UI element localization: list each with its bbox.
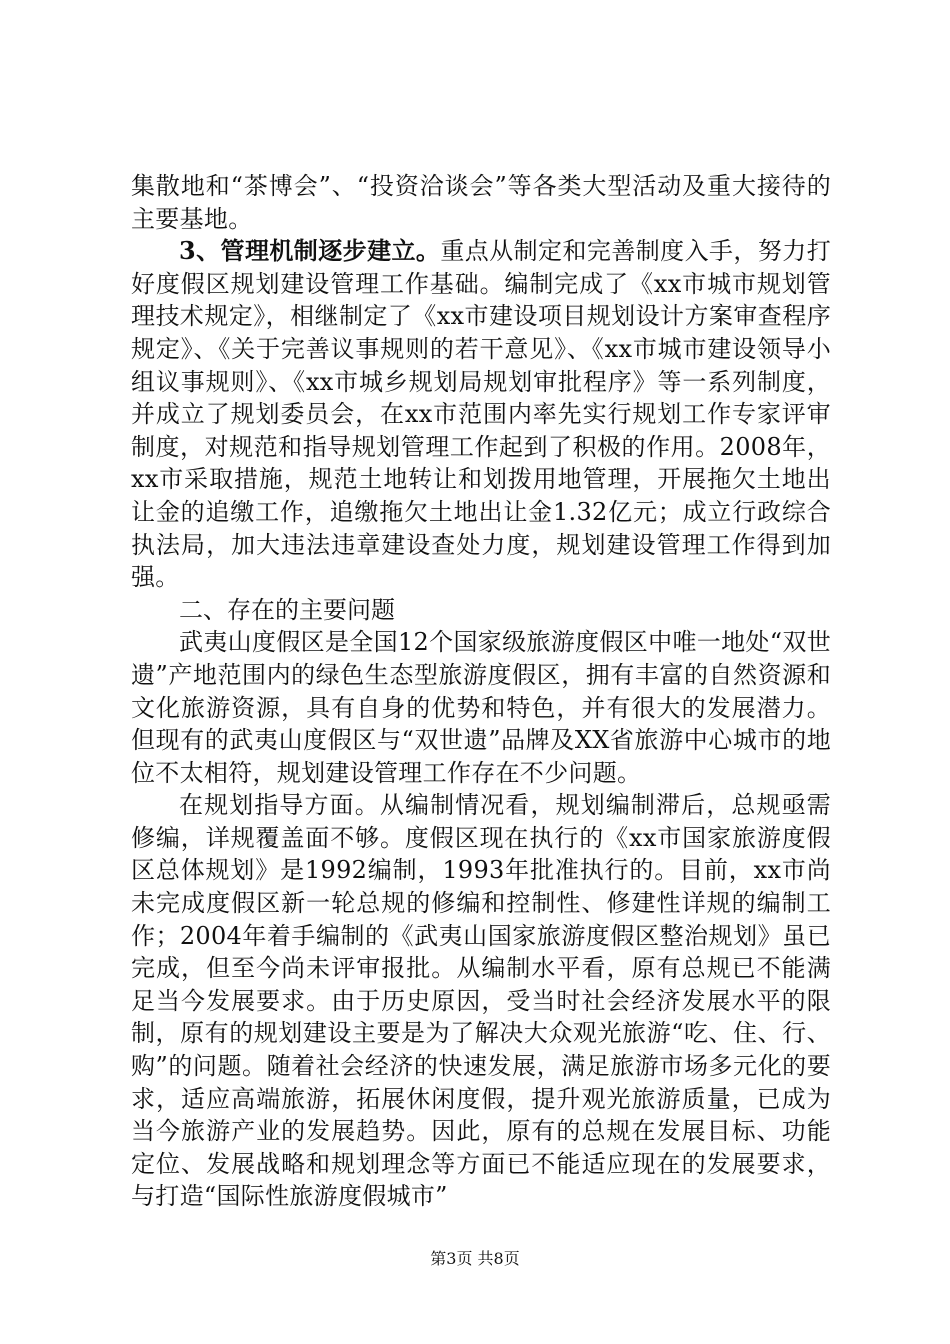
paragraph-lead-bold: 3、管理机制逐步建立。 <box>179 236 441 266</box>
paragraph-body: 重点从制定和完善制度入手，努力打好度假区规划建设管理工作基础。编制完成了《xx市城市规划管理技术规定》，相继制定了《xx市建设项目规划设计方案审查程序规定》、《关于完善议事规则的若干意见》、《xx市城市建设领导小组议事规则》、《xx市城乡规划局规划审批程序》等一系列制度，并成立了规划委员会，在xx市范围内率先实行规划工作专家评审制度，对规范和指导规划管理工作起到了积极的作用。2008年，xx市采取措施，规范土地转让和划拨用地管理，开展拖欠土地出让金的追缴工作，追缴拖欠土地出让金1.32亿元；成立行政综合执法局，加大违法违章建设查处力度，规划建设管理工作得到加强。 <box>131 237 831 592</box>
section-heading: 二、存在的主要问题 <box>179 595 395 624</box>
paragraph-management-mechanism <box>131 235 831 594</box>
document-body <box>131 170 831 1213</box>
page-footer: 第3页 共8页 <box>430 1249 520 1268</box>
paragraph-wuyishan-intro: 武夷山度假区是全国12个国家级旅游度假区中唯一地处“双世遗”产地范围内的绿色生态型旅游度假区，拥有丰富的自然资源和文化旅游资源，具有自身的优势和特色，并有很大的发展潜力。但现有的武夷山度假区与“双世遗”品牌及XX省旅游中心城市的地位不太相符，规划建设管理工作存在不少问题。 <box>131 628 831 787</box>
paragraph-continuation: 集散地和“茶博会”、“投资洽谈会”等各类大型活动及重大接待的主要基地。 <box>131 172 831 233</box>
paragraph-planning-guidance: 在规划指导方面。从编制情况看，规划编制滞后，总规亟需修编，详规覆盖面不够。度假区现在执行的《xx市国家旅游度假区总体规划》是1992编制，1993年批准执行的。目前，xx市尚未完成度假区新一轮总规的修编和控制性、修建性详规的编制工作；2004年着手编制的《武夷山国家旅游度假区整治规划》虽已完成，但至今尚未评审报批。从编制水平看，原有总规已不能满足当今发展要求。由于历史原因，受当时社会经济发展水平的限制，原有的规划建设主要是为了解决大众观光旅游“吃、住、行、购”的问题。随着社会经济的快速发展，满足旅游市场多元化的要求，适应高端旅游，拓展休闲度假，提升观光旅游质量，已成为当今旅游产业的发展趋势。因此，原有的总规在发展目标、功能定位、发展战略和规划理念等方面已不能适应现在的发展要求，与打造“国际性旅游度假城市” <box>131 791 831 1211</box>
